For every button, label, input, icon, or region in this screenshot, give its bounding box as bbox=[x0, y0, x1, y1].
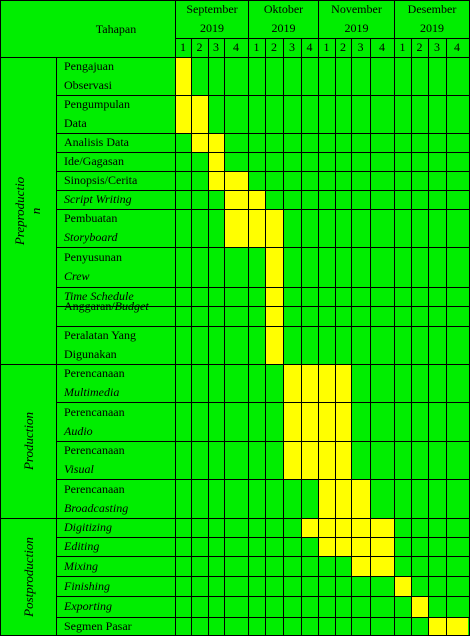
task-label bbox=[64, 133, 129, 152]
active-cell bbox=[224, 171, 248, 190]
label-col-divider bbox=[56, 57, 57, 636]
task-label-line: Perencanaan bbox=[64, 366, 125, 380]
active-cell bbox=[208, 133, 224, 152]
month-name: Desember bbox=[407, 2, 457, 16]
phase-label bbox=[1, 518, 56, 635]
task-label-line: Script Writing bbox=[64, 192, 132, 206]
task-label bbox=[64, 441, 125, 479]
task-label bbox=[64, 152, 124, 171]
task-label bbox=[64, 57, 114, 95]
active-cell bbox=[301, 364, 318, 402]
task-label bbox=[64, 577, 110, 596]
phase-label-text: Preproductio n bbox=[12, 176, 44, 245]
active-cell bbox=[335, 364, 351, 402]
active-cell bbox=[318, 402, 335, 441]
week-number: 1 bbox=[399, 40, 406, 54]
active-cell bbox=[301, 402, 318, 441]
row-divider bbox=[56, 576, 470, 577]
week-number: 4 bbox=[306, 40, 313, 54]
active-cell bbox=[224, 209, 248, 247]
task-label bbox=[64, 597, 112, 616]
month-year: 2019 bbox=[420, 21, 444, 35]
task-label-line: Mixing bbox=[64, 558, 98, 573]
task-label bbox=[64, 480, 128, 518]
task-label-line: Pembuatan bbox=[64, 211, 118, 225]
task-label-line: Perencanaan bbox=[64, 481, 125, 496]
task-label-line: Editing bbox=[64, 539, 100, 553]
task-label-line: Data bbox=[64, 116, 87, 130]
active-cell bbox=[265, 209, 283, 247]
week-divider bbox=[224, 38, 225, 636]
active-cell bbox=[265, 306, 283, 326]
task-label-line: Crew bbox=[64, 269, 90, 283]
row-divider bbox=[56, 537, 470, 538]
row-divider bbox=[56, 209, 470, 210]
task-label-line: Observasi bbox=[64, 78, 112, 92]
week-number: 2 bbox=[416, 40, 423, 54]
week-divider bbox=[411, 38, 412, 636]
week-number: 2 bbox=[340, 40, 346, 54]
task-label-line: Multimedia bbox=[64, 385, 120, 399]
task-label-line: Penyusunan bbox=[64, 250, 122, 264]
task-label bbox=[64, 364, 125, 402]
tahapan-header: Tahapan bbox=[95, 22, 137, 36]
task-label-part: Budget bbox=[114, 299, 149, 313]
month-header bbox=[176, 0, 248, 38]
task-label bbox=[64, 326, 136, 364]
task-label bbox=[64, 518, 112, 537]
task-label-line: Time Schedule bbox=[64, 289, 134, 303]
active-cell bbox=[208, 171, 224, 190]
month-name: September bbox=[186, 2, 238, 16]
active-cell bbox=[318, 479, 335, 518]
active-cell bbox=[335, 518, 351, 537]
week-number: 4 bbox=[379, 40, 385, 54]
month-year: 2019 bbox=[344, 21, 369, 35]
week-number: 2 bbox=[271, 40, 277, 54]
task-label-line: Pengajuan bbox=[64, 59, 114, 73]
active-cell bbox=[370, 518, 394, 537]
task-label bbox=[64, 171, 137, 190]
week-divider bbox=[428, 38, 429, 636]
active-cell bbox=[446, 617, 468, 635]
month-header bbox=[319, 0, 394, 38]
task-label bbox=[64, 617, 132, 636]
task-label-line: Peralatan Yang bbox=[64, 328, 136, 342]
week-number: 3 bbox=[434, 40, 440, 54]
active-cell bbox=[351, 556, 370, 576]
task-label-line: Audio bbox=[64, 423, 93, 438]
task-label bbox=[64, 248, 122, 286]
active-cell bbox=[248, 190, 265, 209]
week-divider bbox=[208, 38, 209, 636]
active-cell bbox=[265, 326, 283, 364]
week-divider bbox=[265, 38, 266, 636]
week-divider bbox=[283, 38, 284, 636]
task-label-line: Digitizing bbox=[64, 520, 113, 534]
active-cell bbox=[370, 537, 394, 556]
week-divider bbox=[351, 38, 352, 636]
active-cell bbox=[248, 209, 265, 247]
active-cell bbox=[175, 95, 191, 133]
task-label bbox=[64, 95, 130, 133]
task-label-line: Perencanaan bbox=[64, 404, 125, 419]
active-cell bbox=[283, 364, 301, 402]
active-cell bbox=[394, 576, 411, 596]
active-cell bbox=[283, 441, 301, 479]
task-label-line: Broadcasting bbox=[64, 500, 129, 515]
month-name: Oktober bbox=[263, 2, 304, 16]
active-cell bbox=[335, 402, 351, 441]
week-number: 1 bbox=[253, 40, 260, 54]
week-number: 4 bbox=[454, 40, 460, 54]
week-divider bbox=[370, 38, 371, 636]
task-label-line: Segmen Pasar bbox=[64, 618, 132, 633]
week-divider bbox=[335, 38, 336, 636]
active-cell bbox=[351, 518, 370, 537]
task-label-line: Digunakan bbox=[64, 347, 117, 361]
task-label bbox=[64, 537, 99, 556]
month-header bbox=[395, 0, 469, 38]
active-cell bbox=[265, 247, 283, 287]
task-label-line: Finishing bbox=[64, 578, 111, 593]
task-label-line: Analisis Data bbox=[64, 135, 129, 149]
week-number: 3 bbox=[289, 40, 295, 54]
task-label bbox=[64, 557, 98, 576]
week-number: 3 bbox=[213, 40, 219, 54]
active-cell bbox=[351, 479, 370, 518]
task-label-line: Perencanaan bbox=[64, 443, 125, 457]
row-divider bbox=[56, 596, 470, 597]
active-cell bbox=[318, 518, 335, 537]
month-year: 2019 bbox=[200, 21, 224, 35]
active-cell bbox=[411, 596, 428, 617]
active-cell bbox=[318, 441, 335, 479]
month-name: November bbox=[331, 2, 382, 16]
month-year: 2019 bbox=[271, 21, 296, 35]
active-cell bbox=[318, 364, 335, 402]
week-number: 4 bbox=[233, 40, 239, 54]
month-header bbox=[249, 0, 318, 38]
active-cell bbox=[318, 537, 335, 556]
active-cell bbox=[370, 556, 394, 576]
week-number: 1 bbox=[180, 40, 186, 54]
active-cell bbox=[224, 190, 248, 209]
task-label-line: Sinopsis/Cerita bbox=[64, 173, 138, 187]
week-number: 3 bbox=[357, 40, 364, 54]
active-cell bbox=[335, 441, 351, 479]
phase-label bbox=[1, 57, 56, 364]
task-label bbox=[64, 403, 125, 441]
active-cell bbox=[265, 287, 283, 306]
task-label-line: Visual bbox=[64, 462, 94, 476]
active-cell bbox=[351, 537, 370, 556]
week-divider bbox=[301, 38, 302, 636]
task-label bbox=[64, 297, 149, 316]
task-label bbox=[64, 190, 132, 209]
week-number: 1 bbox=[323, 40, 330, 54]
active-cell bbox=[191, 133, 208, 152]
task-label bbox=[64, 209, 118, 247]
task-label-line: Ide/Gagasan bbox=[64, 154, 124, 168]
active-cell bbox=[283, 402, 301, 441]
phase-label bbox=[1, 364, 56, 518]
task-label-line: Storyboard bbox=[64, 230, 118, 244]
phase-label-text: Production bbox=[20, 411, 36, 471]
active-cell bbox=[428, 617, 446, 635]
active-cell bbox=[301, 518, 318, 537]
week-divider bbox=[191, 38, 192, 636]
active-cell bbox=[335, 537, 351, 556]
active-cell bbox=[175, 57, 191, 95]
task-label-line: Pengumpulan bbox=[64, 97, 130, 111]
phase-label-text: Postproduction bbox=[20, 536, 36, 617]
active-cell bbox=[191, 95, 208, 133]
task-label-part: Anggaran/ bbox=[64, 299, 115, 313]
active-cell bbox=[301, 441, 318, 479]
task-label-line: Exporting bbox=[64, 599, 112, 613]
row-divider bbox=[56, 556, 470, 557]
week-number: 2 bbox=[196, 40, 203, 54]
active-cell bbox=[208, 152, 224, 171]
active-cell bbox=[335, 479, 351, 518]
week-divider bbox=[446, 38, 447, 636]
